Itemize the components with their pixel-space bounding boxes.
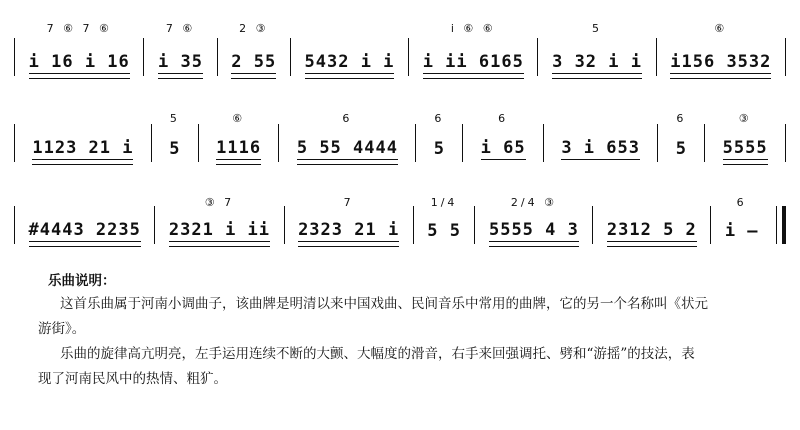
measure	[152, 108, 198, 170]
measure	[475, 192, 592, 252]
measure	[705, 108, 785, 170]
measure	[15, 192, 154, 252]
fingering-marks: 1/4	[430, 196, 458, 209]
final-barline	[776, 206, 786, 244]
measure	[409, 18, 537, 84]
fingering-marks: 7	[343, 196, 354, 209]
fingering-marks: 7 ⑥ 7 ⑥	[46, 22, 112, 35]
note-group: 5 55 4444	[296, 138, 398, 158]
fingering-marks: ③ 7	[204, 196, 235, 209]
fingering-marks: 6	[498, 112, 509, 125]
measure	[658, 108, 704, 170]
note-group: 5	[433, 139, 445, 159]
measure	[155, 192, 283, 252]
fingering-marks: ③	[738, 112, 752, 125]
measure	[463, 108, 543, 170]
measure	[416, 108, 462, 170]
fingering-marks: i ⑥ ⑥	[450, 22, 496, 35]
fingering-marks: ⑥	[714, 22, 728, 35]
note-group: 5555	[722, 138, 768, 158]
measure	[414, 192, 475, 252]
note-group: 1116	[216, 138, 262, 158]
measure	[291, 18, 408, 84]
music-explanation	[38, 270, 778, 392]
note-group: 3 32 i i	[552, 52, 642, 72]
note-group: 5	[169, 139, 181, 159]
measure	[199, 108, 279, 170]
note-group: i 35	[158, 52, 203, 72]
note-group: 5432 i i	[304, 52, 395, 72]
fingering-marks: 2 ③	[239, 22, 269, 35]
measure	[711, 192, 772, 252]
explanation-heading: 乐曲说明：	[48, 273, 116, 289]
explanation-paragraph-2-line-2: 现了河南民风中的热情、粗犷。	[38, 371, 227, 387]
note-group: 2312 5 2	[606, 220, 697, 240]
note-group: 3 i 653	[561, 138, 640, 158]
score-row-1	[14, 18, 786, 84]
measure	[657, 18, 785, 84]
barline	[785, 124, 786, 162]
measure	[144, 18, 216, 84]
note-group: 2323 21 i	[298, 220, 400, 240]
fingering-marks: 5	[592, 22, 603, 35]
note-group: #4443 2235	[28, 220, 141, 240]
fingering-marks: ⑥	[232, 112, 246, 125]
note-group: 2 55	[231, 52, 277, 72]
fingering-marks: 5	[169, 112, 180, 125]
explanation-paragraph-2-line-1: 乐曲的旋律高亢明亮，左手运用连续不断的大颤、大幅度的滑音，右手来回强调托、劈和“游摇”的技法，表	[60, 346, 695, 362]
note-group: i156 3532	[670, 52, 772, 72]
fingering-marks: 6	[676, 112, 687, 125]
fingering-marks: 7 ⑥	[165, 22, 196, 35]
fingering-marks: 6	[736, 196, 747, 209]
score-row-2	[14, 108, 786, 170]
note-group: i –	[724, 221, 759, 241]
measure	[15, 108, 151, 170]
barline	[785, 38, 786, 76]
note-group: 5555 4 3	[488, 220, 579, 240]
measure	[593, 192, 710, 252]
note-group: 5 5	[427, 221, 461, 241]
note-group: i ii 6165	[422, 52, 524, 72]
explanation-paragraph-1-line-1: 这首乐曲属于河南小调曲子，该曲牌是明清以来中国戏曲、民间音乐中常用的曲牌，它的另一个名称叫《状元	[60, 296, 708, 312]
fingering-marks: 6	[434, 112, 445, 125]
measure	[279, 108, 415, 170]
score-row-3	[14, 192, 786, 252]
note-group: 5	[675, 139, 687, 159]
note-group: 1123 21 i	[32, 138, 134, 158]
explanation-paragraph-1-line-2: 游街》。	[38, 321, 86, 337]
measure	[218, 18, 290, 84]
note-group: i 65	[480, 138, 526, 158]
fingering-marks: 6	[342, 112, 353, 125]
note-group: i 16 i 16	[28, 52, 130, 72]
measure	[15, 18, 143, 84]
fingering-marks: 2/4 ③	[510, 196, 557, 209]
measure	[538, 18, 655, 84]
measure	[544, 108, 657, 170]
note-group: 2321 i ii	[168, 220, 271, 240]
measure	[285, 192, 413, 252]
